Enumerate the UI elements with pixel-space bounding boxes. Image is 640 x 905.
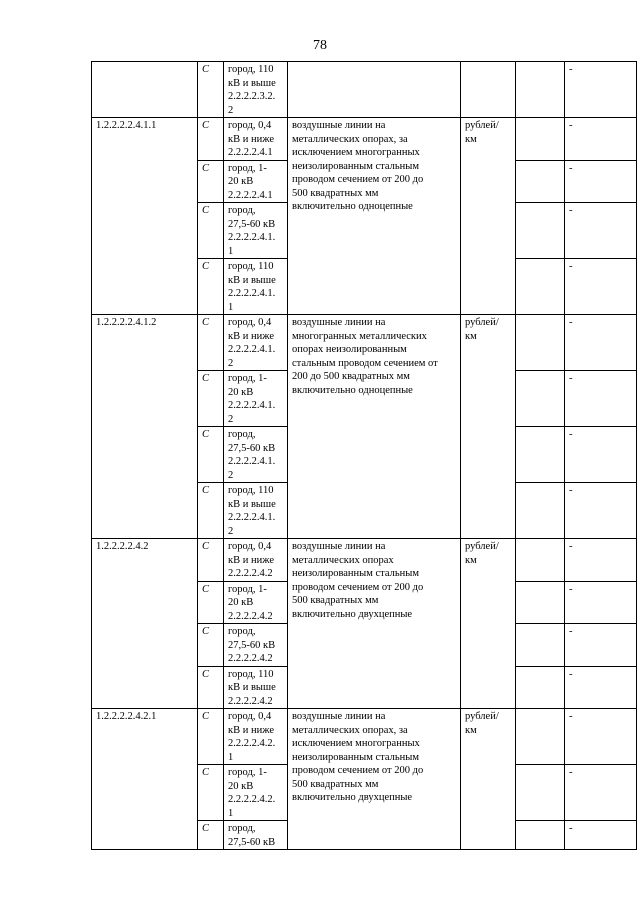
description-cell bbox=[288, 62, 461, 118]
rate-cell: - bbox=[565, 427, 637, 483]
value-cell bbox=[516, 765, 565, 821]
category-cell: С bbox=[198, 821, 224, 850]
row-code-cell: 1.2.2.2.2.4.2.1 bbox=[92, 709, 198, 850]
table-row bbox=[92, 62, 637, 118]
rate-cell: - bbox=[565, 203, 637, 259]
description-cell: воздушные линии на металлических опорах неизолированным стальным проводом сечением от 200 до 500 квадратных мм включительно двухцепные bbox=[288, 539, 461, 709]
category-cell: С bbox=[198, 765, 224, 821]
tariff-table bbox=[91, 61, 637, 850]
table-row bbox=[92, 118, 637, 161]
zone-cell: город, 0,4 кВ и ниже 2.2.2.2.4.1 bbox=[224, 118, 288, 161]
rate-cell: - bbox=[565, 62, 637, 118]
row-code-cell bbox=[92, 62, 198, 118]
category-cell: С bbox=[198, 259, 224, 315]
rate-cell: - bbox=[565, 160, 637, 203]
rate-cell: - bbox=[565, 821, 637, 850]
category-cell: С bbox=[198, 427, 224, 483]
unit-cell: рублей/ км bbox=[461, 315, 516, 539]
row-code-cell: 1.2.2.2.2.4.2 bbox=[92, 539, 198, 709]
category-cell: С bbox=[198, 371, 224, 427]
row-code-cell: 1.2.2.2.2.4.1.1 bbox=[92, 118, 198, 315]
zone-cell: город, 27,5-60 кВ 2.2.2.2.4.2 bbox=[224, 624, 288, 667]
value-cell bbox=[516, 315, 565, 371]
table-row bbox=[92, 539, 637, 582]
zone-cell: город, 27,5-60 кВ 2.2.2.2.4.1. 1 bbox=[224, 203, 288, 259]
zone-cell: город, 1- 20 кВ 2.2.2.2.4.1 bbox=[224, 160, 288, 203]
rate-cell: - bbox=[565, 624, 637, 667]
rate-cell: - bbox=[565, 118, 637, 161]
unit-cell: рублей/ км bbox=[461, 539, 516, 709]
unit-cell: рублей/ км bbox=[461, 118, 516, 315]
value-cell bbox=[516, 483, 565, 539]
zone-cell: город, 110 кВ и выше 2.2.2.2.3.2. 2 bbox=[224, 62, 288, 118]
category-cell: С bbox=[198, 581, 224, 624]
category-cell: С bbox=[198, 203, 224, 259]
rate-cell: - bbox=[565, 371, 637, 427]
value-cell bbox=[516, 624, 565, 667]
rate-cell: - bbox=[565, 539, 637, 582]
zone-cell: город, 110 кВ и выше 2.2.2.2.4.1. 1 bbox=[224, 259, 288, 315]
category-cell: С bbox=[198, 483, 224, 539]
zone-cell: город, 110 кВ и выше 2.2.2.2.4.1. 2 bbox=[224, 483, 288, 539]
category-cell: С bbox=[198, 62, 224, 118]
unit-cell: рублей/ км bbox=[461, 709, 516, 850]
category-cell: С bbox=[198, 118, 224, 161]
zone-cell: город, 1- 20 кВ 2.2.2.2.4.2 bbox=[224, 581, 288, 624]
zone-cell: город, 0,4 кВ и ниже 2.2.2.2.4.2. 1 bbox=[224, 709, 288, 765]
rate-cell: - bbox=[565, 315, 637, 371]
value-cell bbox=[516, 259, 565, 315]
zone-cell: город, 0,4 кВ и ниже 2.2.2.2.4.2 bbox=[224, 539, 288, 582]
table-row bbox=[92, 315, 637, 371]
value-cell bbox=[516, 539, 565, 582]
description-cell: воздушные линии на металлических опорах, за исключением многогранных неизолированным стальным проводом сечением от 200 до 500 квадратных мм включительно одноцепные bbox=[288, 118, 461, 315]
category-cell: С bbox=[198, 666, 224, 709]
rate-cell: - bbox=[565, 666, 637, 709]
value-cell bbox=[516, 62, 565, 118]
value-cell bbox=[516, 203, 565, 259]
zone-cell: город, 0,4 кВ и ниже 2.2.2.2.4.1. 2 bbox=[224, 315, 288, 371]
unit-cell bbox=[461, 62, 516, 118]
value-cell bbox=[516, 821, 565, 850]
zone-cell: город, 110 кВ и выше 2.2.2.2.4.2 bbox=[224, 666, 288, 709]
rate-cell: - bbox=[565, 581, 637, 624]
rate-cell: - bbox=[565, 709, 637, 765]
rate-cell: - bbox=[565, 765, 637, 821]
zone-cell: город, 27,5-60 кВ 2.2.2.2.4.1. 2 bbox=[224, 427, 288, 483]
category-cell: С bbox=[198, 709, 224, 765]
category-cell: С bbox=[198, 160, 224, 203]
value-cell bbox=[516, 581, 565, 624]
zone-cell: город, 1- 20 кВ 2.2.2.2.4.2. 1 bbox=[224, 765, 288, 821]
value-cell bbox=[516, 427, 565, 483]
description-cell: воздушные линии на металлических опорах, за исключением многогранных неизолированным стальным проводом сечением от 200 до 500 квадратных мм включительно двухцепные bbox=[288, 709, 461, 850]
value-cell bbox=[516, 118, 565, 161]
value-cell bbox=[516, 160, 565, 203]
description-cell: воздушные линии на многогранных металлических опорах неизолированным стальным проводом сечением от 200 до 500 квадратных мм включительно одноцепные bbox=[288, 315, 461, 539]
value-cell bbox=[516, 709, 565, 765]
rate-cell: - bbox=[565, 259, 637, 315]
rate-cell: - bbox=[565, 483, 637, 539]
value-cell bbox=[516, 666, 565, 709]
row-code-cell: 1.2.2.2.2.4.1.2 bbox=[92, 315, 198, 539]
table-row bbox=[92, 709, 637, 765]
category-cell: С bbox=[198, 315, 224, 371]
category-cell: С bbox=[198, 624, 224, 667]
page-number: 78 bbox=[313, 38, 327, 53]
value-cell bbox=[516, 371, 565, 427]
zone-cell: город, 1- 20 кВ 2.2.2.2.4.1. 2 bbox=[224, 371, 288, 427]
category-cell: С bbox=[198, 539, 224, 582]
zone-cell: город, 27,5-60 кВ bbox=[224, 821, 288, 850]
